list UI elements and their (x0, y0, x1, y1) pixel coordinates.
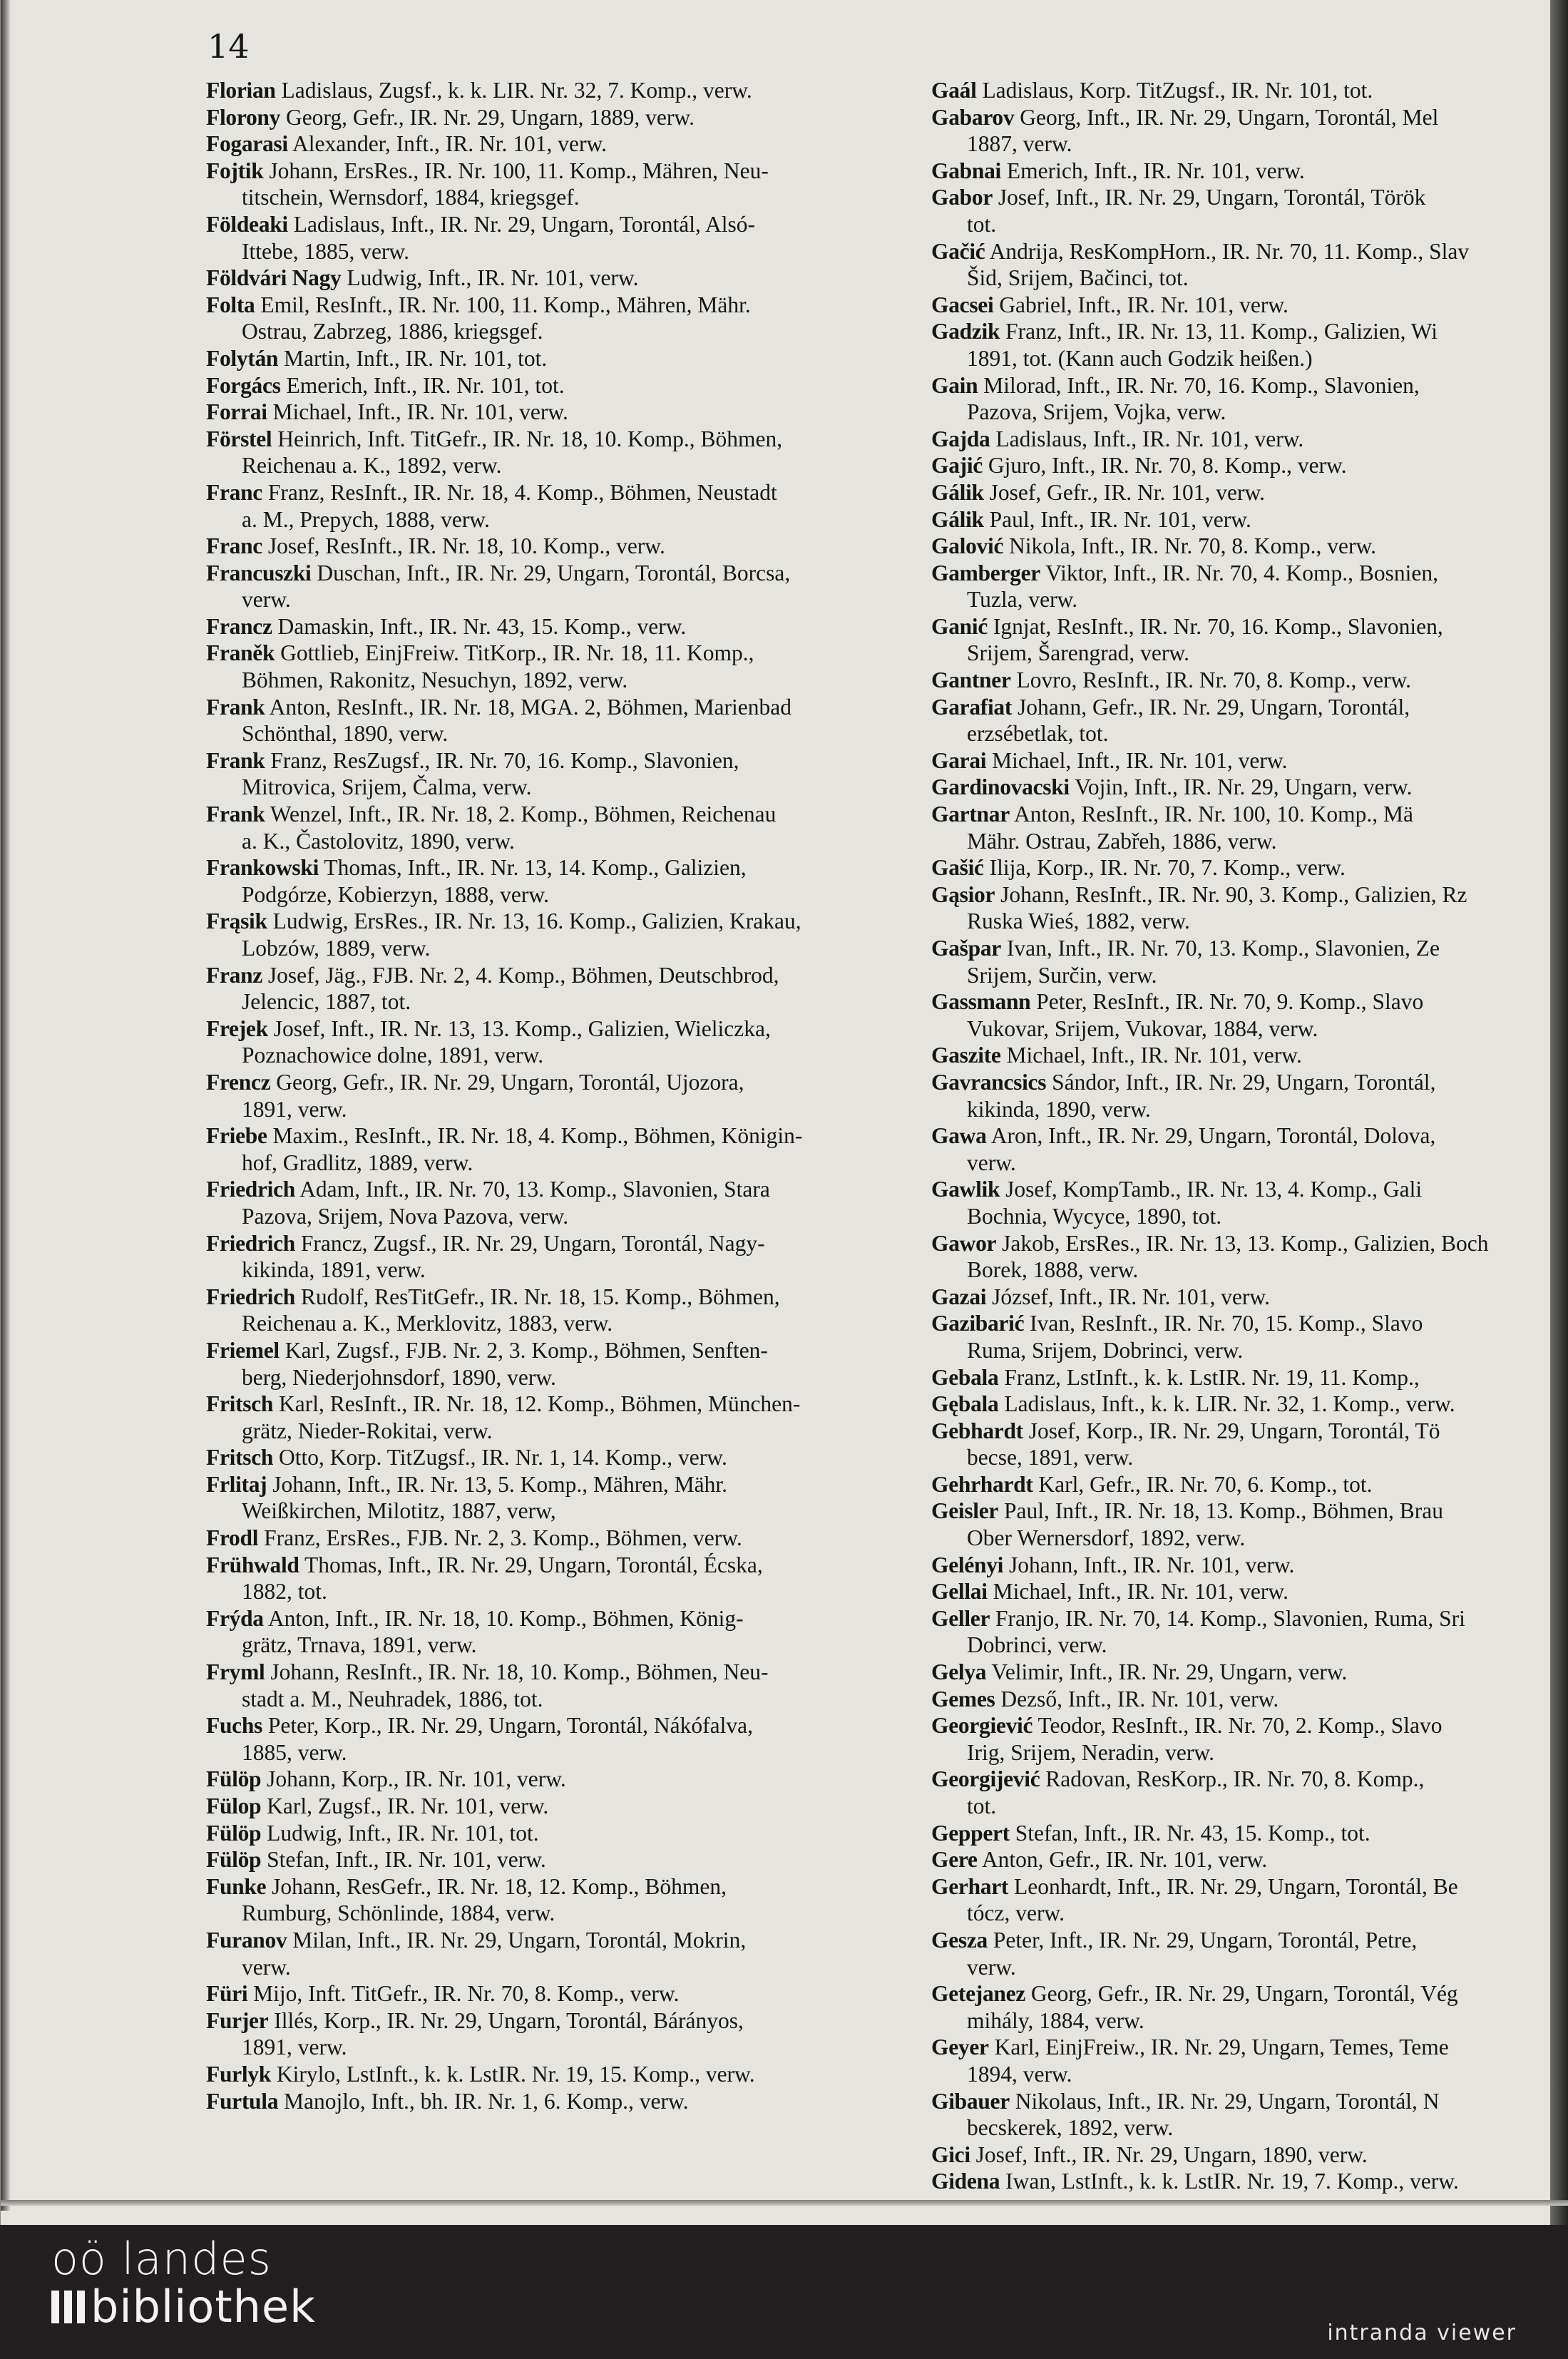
register-entry (206, 2007, 898, 2061)
register-entry (931, 854, 1552, 881)
entry-first-line: Földvári Nagy Ludwig, Inft., IR. Nr. 101, verw. (206, 265, 639, 291)
entry-first-line: Fritsch Karl, ResInft., IR. Nr. 18, 12. Komp., Böhmen, München- (206, 1391, 801, 1417)
register-entry (206, 104, 898, 131)
entry-first-line: Gálik Paul, Inft., IR. Nr. 101, verw. (931, 506, 1251, 532)
entry-first-line: Furjer Illés, Korp., IR. Nr. 29, Ungarn, Torontál, Bárányos, (206, 2007, 744, 2033)
entry-first-line: Frencz Georg, Gefr., IR. Nr. 29, Ungarn, Torontál, Ujozora, (206, 1069, 744, 1095)
entry-first-line: Gardinovacski Vojin, Inft., IR. Nr. 29, Ungarn, verw. (931, 774, 1413, 800)
page-left-shadow (1, 0, 11, 2211)
entry-first-line: Gabor Josef, Inft., IR. Nr. 29, Ungarn, Torontál, Török (931, 185, 1426, 210)
entry-first-line: Gazai József, Inft., IR. Nr. 101, verw. (931, 1284, 1270, 1309)
register-entry (206, 1846, 898, 1873)
entry-first-line: Geppert Stefan, Inft., IR. Nr. 43, 15. Komp., tot. (931, 1820, 1370, 1846)
entry-first-line: Fülöp Ludwig, Inft., IR. Nr. 101, tot. (206, 1820, 539, 1846)
entry-continuation-line: 1891, tot. (Kann auch Godzik heißen.) (967, 345, 1313, 371)
entry-first-line: Gibauer Nikolaus, Inft., IR. Nr. 29, Ungarn, Torontál, N (931, 2088, 1440, 2114)
register-entry (931, 2141, 1552, 2169)
entry-first-line: Funke Johann, ResGefr., IR. Nr. 18, 12. Komp., Böhmen, (206, 1873, 727, 1899)
entry-first-line: Gehrhardt Karl, Gefr., IR. Nr. 70, 6. Komp., tot. (931, 1471, 1373, 1497)
entry-first-line: Galović Nikola, Inft., IR. Nr. 70, 8. Komp., verw. (931, 533, 1377, 559)
entry-continuation-line: Schönthal, 1890, verw. (242, 721, 449, 747)
entry-first-line: Geisler Paul, Inft., IR. Nr. 18, 13. Komp., Böhmen, Brau (931, 1498, 1443, 1524)
entry-continuation-line: Lobzów, 1889, verw. (242, 936, 431, 961)
register-entry (206, 1176, 898, 1229)
entry-continuation-line: Srijem, Surčin, verw. (967, 962, 1157, 988)
register-entry (931, 452, 1552, 479)
viewer-label: intranda viewer (1327, 2320, 1517, 2345)
entry-continuation-line: 1891, verw. (242, 2035, 347, 2060)
register-entry (931, 2168, 1552, 2195)
entry-continuation-line: verw. (967, 1954, 1016, 1980)
entry-first-line: Gacsei Gabriel, Inft., IR. Nr. 101, verw. (931, 292, 1288, 317)
entry-continuation-line: mihály, 1884, verw. (967, 2007, 1144, 2033)
register-entry (206, 1712, 898, 1766)
entry-continuation-line: tot. (967, 211, 997, 237)
register-entry (931, 1122, 1552, 1176)
entry-continuation-line: Ostrau, Zabrzeg, 1886, kriegsgef. (242, 319, 543, 344)
entry-first-line: Gálik Josef, Gefr., IR. Nr. 101, verw. (931, 479, 1266, 505)
register-entry (931, 426, 1552, 453)
entry-first-line: Furanov Milan, Inft., IR. Nr. 29, Ungarn, Torontál, Mokrin, (206, 1927, 747, 1953)
entry-first-line: Gain Milorad, Inft., IR. Nr. 70, 16. Komp., Slavonien, (931, 372, 1420, 398)
register-entry (931, 988, 1552, 1042)
register-entry (206, 265, 898, 292)
entry-first-line: Gajda Ladislaus, Inft., IR. Nr. 101, verw. (931, 426, 1304, 451)
entry-first-line: Fülöp Johann, Korp., IR. Nr. 101, verw. (206, 1766, 566, 1792)
register-entry (931, 77, 1552, 104)
entry-first-line: Földeaki Ladislaus, Inft., IR. Nr. 29, Ungarn, Torontál, Alsó- (206, 211, 756, 237)
entry-first-line: Francuszki Duschan, Inft., IR. Nr. 29, Ungarn, Torontál, Borcsa, (206, 560, 791, 585)
register-entry (931, 694, 1552, 747)
entry-continuation-line: verw. (242, 1954, 291, 1980)
register-entry (931, 1498, 1552, 1551)
right-column (931, 77, 1552, 2195)
entry-continuation-line: tócz, verw. (967, 1900, 1065, 1926)
entry-continuation-line: becse, 1891, verw. (967, 1445, 1134, 1470)
entry-continuation-line: Rumburg, Schönlinde, 1884, verw. (242, 1900, 555, 1926)
entry-continuation-line: Ruska Wieś, 1882, verw. (967, 909, 1190, 934)
entry-continuation-line: Poznachowice dolne, 1891, verw. (242, 1043, 544, 1068)
register-entry (931, 158, 1552, 185)
register-entry (931, 1471, 1552, 1498)
register-entry (206, 1391, 898, 1444)
register-entry (931, 1042, 1552, 1069)
entry-first-line: Frühwald Thomas, Inft., IR. Nr. 29, Ungarn, Torontál, Écska, (206, 1552, 763, 1577)
entry-first-line: Friedrich Adam, Inft., IR. Nr. 70, 13. Komp., Slavonien, Stara (206, 1177, 770, 1202)
entry-first-line: Franc Franz, ResInft., IR. Nr. 18, 4. Komp., Böhmen, Neustadt (206, 479, 777, 505)
register-entry (931, 1927, 1552, 1980)
register-entry (206, 2061, 898, 2088)
entry-continuation-line: Mähr. Ostrau, Zabřeh, 1886, verw. (967, 828, 1277, 854)
entry-continuation-line: 1885, verw. (242, 1739, 347, 1765)
entry-first-line: Florony Georg, Gefr., IR. Nr. 29, Ungarn, 1889, verw. (206, 104, 695, 130)
entry-continuation-line: hof, Gradlitz, 1889, verw. (242, 1150, 473, 1175)
entry-continuation-line: Vukovar, Srijem, Vukovar, 1884, verw. (967, 1015, 1318, 1041)
entry-first-line: Gellai Michael, Inft., IR. Nr. 101, verw. (931, 1579, 1288, 1605)
entry-continuation-line: Šid, Srijem, Bačinci, tot. (967, 265, 1189, 291)
entry-first-line: Gantner Lovro, ResInft., IR. Nr. 70, 8. Komp., verw. (931, 667, 1412, 693)
register-entry (206, 1552, 898, 1605)
entry-first-line: Gartnar Anton, ResInft., IR. Nr. 100, 10. Komp., Mä (931, 802, 1413, 827)
entry-first-line: Frank Wenzel, Inft., IR. Nr. 18, 2. Komp., Böhmen, Reichenau (206, 802, 777, 827)
logo-bars-icon (51, 2291, 85, 2323)
entry-first-line: Friedrich Francz, Zugsf., IR. Nr. 29, Ungarn, Torontál, Nagy- (206, 1230, 765, 1256)
entry-continuation-line: Reichenau a. K., 1892, verw. (242, 453, 502, 479)
entry-first-line: Franěk Gottlieb, EinjFreiw. TitKorp., IR. Nr. 18, 11. Komp., (206, 640, 754, 666)
register-entry (931, 613, 1552, 667)
entry-first-line: Frodl Franz, ErsRes., FJB. Nr. 2, 3. Komp., Böhmen, verw. (206, 1525, 742, 1551)
entry-first-line: Frąsik Ludwig, ErsRes., IR. Nr. 13, 16. Komp., Galizien, Krakau, (206, 909, 801, 934)
register-entry (206, 1659, 898, 1712)
entry-first-line: Förstel Heinrich, Inft. TitGefr., IR. Nr. 18, 10. Komp., Böhmen, (206, 426, 783, 451)
register-entry (206, 1766, 898, 1793)
register-entry (206, 2088, 898, 2115)
entry-continuation-line: Ober Wernersdorf, 1892, verw. (967, 1525, 1246, 1551)
entry-first-line: Franz Josef, Jäg., FJB. Nr. 2, 4. Komp., Böhmen, Deutschbrod, (206, 962, 779, 988)
logo-text-line2: bibliothek (91, 2281, 316, 2333)
entry-first-line: Friedrich Rudolf, ResTitGefr., IR. Nr. 18, 15. Komp., Böhmen, (206, 1284, 780, 1309)
entry-first-line: Garafiat Johann, Gefr., IR. Nr. 29, Ungarn, Torontál, (931, 694, 1410, 720)
entry-continuation-line: 1891, verw. (242, 1096, 347, 1122)
register-entry (931, 1659, 1552, 1686)
register-entry (206, 426, 898, 479)
entry-first-line: Garai Michael, Inft., IR. Nr. 101, verw. (931, 747, 1288, 773)
entry-first-line: Füri Mijo, Inft. TitGefr., IR. Nr. 70, 8. Komp., verw. (206, 1981, 680, 2007)
register-entry (206, 292, 898, 345)
entry-continuation-line: a. M., Prepych, 1888, verw. (242, 506, 490, 532)
entry-continuation-line: a. K., Častolovitz, 1890, verw. (242, 828, 515, 854)
entry-first-line: Gazibarić Ivan, ResInft., IR. Nr. 70, 15. Komp., Slavo (931, 1311, 1423, 1336)
register-entry (931, 1230, 1552, 1284)
entry-first-line: Fülop Karl, Zugsf., IR. Nr. 101, verw. (206, 1793, 549, 1818)
register-entry (931, 372, 1552, 426)
entry-first-line: Gaszite Michael, Inft., IR. Nr. 101, verw. (931, 1043, 1302, 1068)
entry-continuation-line: Jelencic, 1887, tot. (242, 989, 411, 1015)
register-entry (206, 1927, 898, 1980)
entry-continuation-line: erzsébetlak, tot. (967, 721, 1109, 747)
entry-first-line: Fülöp Stefan, Inft., IR. Nr. 101, verw. (206, 1847, 546, 1873)
entry-first-line: Gaál Ladislaus, Korp. TitZugsf., IR. Nr. 101, tot. (931, 78, 1373, 103)
entry-first-line: Georgijević Radovan, ResKorp., IR. Nr. 70, 8. Komp., (931, 1766, 1425, 1792)
entry-first-line: Ganić Ignjat, ResInft., IR. Nr. 70, 16. Komp., Slavonien, (931, 613, 1443, 639)
register-entry (206, 158, 898, 211)
register-entry (931, 1310, 1552, 1363)
entry-first-line: Gici Josef, Inft., IR. Nr. 29, Ungarn, 1890, verw. (931, 2141, 1368, 2167)
entry-first-line: Gassmann Peter, ResInft., IR. Nr. 70, 9. Komp., Slavo (931, 989, 1424, 1015)
entry-first-line: Gašpar Ivan, Inft., IR. Nr. 70, 13. Komp., Slavonien, Ze (931, 936, 1440, 961)
entry-continuation-line: berg, Niederjohnsdorf, 1890, verw. (242, 1364, 556, 1390)
register-entry (206, 1230, 898, 1284)
register-entry (206, 1471, 898, 1525)
entry-continuation-line: kikinda, 1890, verw. (967, 1096, 1151, 1122)
entry-first-line: Forrai Michael, Inft., IR. Nr. 101, verw. (206, 399, 568, 425)
register-entry (206, 908, 898, 961)
entry-first-line: Frejek Josef, Inft., IR. Nr. 13, 13. Komp., Galizien, Wieliczka, (206, 1015, 771, 1041)
register-entry (931, 1846, 1552, 1873)
entry-first-line: Geyer Karl, EinjFreiw., IR. Nr. 29, Ungarn, Temes, Teme (931, 2035, 1449, 2060)
register-entry (931, 881, 1552, 935)
entry-first-line: Georgiević Teodor, ResInft., IR. Nr. 70, 2. Komp., Slavo (931, 1713, 1443, 1739)
register-entry (931, 2088, 1552, 2141)
entry-first-line: Gesza Peter, Inft., IR. Nr. 29, Ungarn, Torontál, Petre, (931, 1927, 1418, 1953)
register-entry (931, 801, 1552, 854)
entry-first-line: Gadzik Franz, Inft., IR. Nr. 13, 11. Komp., Galizien, Wi (931, 319, 1438, 344)
entry-continuation-line: verw. (967, 1150, 1016, 1175)
entry-first-line: Fojtik Johann, ErsRes., IR. Nr. 100, 11. Komp., Mähren, Neu- (206, 158, 769, 183)
entry-first-line: Forgács Emerich, Inft., IR. Nr. 101, tot. (206, 372, 565, 398)
register-entry (206, 1122, 898, 1176)
entry-first-line: Frýda Anton, Inft., IR. Nr. 18, 10. Komp., Böhmen, König- (206, 1605, 744, 1631)
register-entry (206, 1337, 898, 1391)
entry-first-line: Gamberger Viktor, Inft., IR. Nr. 70, 4. Komp., Bosnien, (931, 560, 1439, 585)
entry-first-line: Gabnai Emerich, Inft., IR. Nr. 101, verw. (931, 158, 1305, 183)
entry-first-line: Fryml Johann, ResInft., IR. Nr. 18, 10. Komp., Böhmen, Neu- (206, 1659, 769, 1685)
register-entry (931, 774, 1552, 801)
entry-continuation-line: Dobrinci, verw. (967, 1632, 1107, 1658)
register-entry (931, 1069, 1552, 1122)
entry-first-line: Gačić Andrija, ResKompHorn., IR. Nr. 70, 11. Komp., Slav (931, 238, 1470, 264)
entry-first-line: Gašić Ilija, Korp., IR. Nr. 70, 7. Komp., verw. (931, 855, 1346, 881)
register-entry (931, 1820, 1552, 1847)
entry-first-line: Gajić Gjuro, Inft., IR. Nr. 70, 8. Komp., verw. (931, 453, 1347, 479)
entry-first-line: Furlyk Kirylo, LstInft., k. k. LstIR. Nr. 19, 15. Komp., verw. (206, 2061, 755, 2087)
entry-first-line: Friebe Maxim., ResInft., IR. Nr. 18, 4. Komp., Böhmen, Königin- (206, 1123, 803, 1149)
entry-first-line: Fuchs Peter, Korp., IR. Nr. 29, Ungarn, Torontál, Nákófalva, (206, 1713, 753, 1739)
register-entry (931, 318, 1552, 372)
entry-first-line: Folta Emil, ResInft., IR. Nr. 100, 11. Komp., Mähren, Mähr. (206, 292, 751, 317)
register-entry (931, 184, 1552, 237)
logo-text-line1: oö landes (51, 2233, 272, 2285)
register-entry (931, 667, 1552, 694)
register-entry (206, 1820, 898, 1847)
entry-first-line: Gawa Aron, Inft., IR. Nr. 29, Ungarn, Torontál, Dolova, (931, 1123, 1436, 1149)
entry-first-line: Gebala Franz, LstInft., k. k. LstIR. Nr. 19, 11. Komp., (931, 1364, 1420, 1390)
register-entry (206, 613, 898, 640)
entry-continuation-line: Reichenau a. K., Merklovitz, 1883, verw. (242, 1311, 613, 1336)
register-entry (931, 1605, 1552, 1659)
register-entry (931, 1766, 1552, 1819)
register-entry (931, 560, 1552, 613)
entry-first-line: Gere Anton, Gefr., IR. Nr. 101, verw. (931, 1847, 1268, 1873)
register-entry (931, 2034, 1552, 2087)
register-entry (931, 479, 1552, 506)
entry-first-line: Gabarov Georg, Inft., IR. Nr. 29, Ungarn, Torontál, Mel (931, 104, 1439, 130)
register-entry (206, 345, 898, 372)
register-entry (931, 1552, 1552, 1579)
entry-first-line: Frank Anton, ResInft., IR. Nr. 18, MGA. 2, Böhmen, Marienbad (206, 694, 791, 720)
entry-continuation-line: 1882, tot. (242, 1579, 327, 1605)
register-entry (931, 1578, 1552, 1605)
register-entry (931, 1712, 1552, 1766)
page-bottom-edge (1, 2200, 1568, 2206)
register-entry (931, 292, 1552, 319)
entry-first-line: Fogarasi Alexander, Inft., IR. Nr. 101, verw. (206, 131, 608, 157)
entry-continuation-line: Pazova, Srijem, Nova Pazova, verw. (242, 1203, 569, 1229)
entry-first-line: Gelya Velimir, Inft., IR. Nr. 29, Ungarn, verw. (931, 1659, 1348, 1685)
entry-continuation-line: grätz, Trnava, 1891, verw. (242, 1632, 477, 1658)
register-entry (206, 479, 898, 533)
register-entry (206, 1444, 898, 1471)
register-entry (931, 1418, 1552, 1471)
register-entry (206, 131, 898, 158)
register-entry (206, 372, 898, 399)
entry-continuation-line: kikinda, 1891, verw. (242, 1257, 426, 1283)
entry-continuation-line: 1894, verw. (967, 2061, 1072, 2087)
entry-continuation-line: becskerek, 1892, verw. (967, 2115, 1174, 2141)
entry-first-line: Gidena Iwan, LstInft., k. k. LstIR. Nr. 19, 7. Komp., verw. (931, 2169, 1459, 2194)
entry-continuation-line: verw. (242, 587, 291, 613)
register-entry (931, 1391, 1552, 1418)
entry-first-line: Gemes Dezső, Inft., IR. Nr. 101, verw. (931, 1686, 1279, 1711)
entry-continuation-line: grätz, Nieder-Rokitai, verw. (242, 1418, 493, 1443)
logo-text-line2-wrap (51, 2282, 316, 2332)
register-entry (931, 533, 1552, 560)
entry-first-line: Furtula Manojlo, Inft., bh. IR. Nr. 1, 6. Komp., verw. (206, 2088, 689, 2114)
entry-first-line: Frank Franz, ResZugsf., IR. Nr. 70, 16. Komp., Slavonien, (206, 747, 739, 773)
register-entry (931, 1176, 1552, 1229)
register-entry (206, 801, 898, 854)
page-number: 14 (207, 27, 250, 66)
register-entry (206, 1015, 898, 1069)
entry-first-line: Gębala Ladislaus, Inft., k. k. LIR. Nr. 32, 1. Komp., verw. (931, 1391, 1455, 1417)
register-entry (931, 1686, 1552, 1713)
library-logo[interactable] (51, 2233, 316, 2333)
register-entry (206, 211, 898, 265)
register-entry (206, 1980, 898, 2007)
entry-first-line: Getejanez Georg, Gefr., IR. Nr. 29, Ungarn, Torontál, Vég (931, 1981, 1458, 2007)
register-entry (931, 506, 1552, 533)
entry-first-line: Folytán Martin, Inft., IR. Nr. 101, tot. (206, 345, 548, 371)
entry-first-line: Franc Josef, ResInft., IR. Nr. 18, 10. Komp., verw. (206, 533, 665, 559)
register-entry (206, 560, 898, 613)
register-entry (206, 1069, 898, 1122)
register-entry (931, 104, 1552, 158)
entry-continuation-line: tot. (967, 1793, 997, 1818)
register-entry (206, 1793, 898, 1820)
register-entry (206, 747, 898, 801)
register-entry (206, 962, 898, 1015)
register-entry (931, 238, 1552, 292)
entry-continuation-line: Mitrovica, Srijem, Čalma, verw. (242, 774, 532, 800)
entry-continuation-line: Tuzla, verw. (967, 587, 1078, 613)
entry-first-line: Florian Ladislaus, Zugsf., k. k. LIR. Nr. 32, 7. Komp., verw. (206, 78, 752, 103)
entry-continuation-line: stadt a. M., Neuhradek, 1886, tot. (242, 1686, 543, 1711)
entry-continuation-line: Srijem, Šarengrad, verw. (967, 640, 1189, 666)
entry-first-line: Gerhart Leonhardt, Inft., IR. Nr. 29, Ungarn, Torontál, Be (931, 1873, 1458, 1899)
entry-continuation-line: Podgórze, Kobierzyn, 1888, verw. (242, 881, 549, 907)
entry-continuation-line: Böhmen, Rakonitz, Nesuchyn, 1892, verw. (242, 667, 628, 693)
register-entry (206, 1873, 898, 1927)
register-entry (931, 1980, 1552, 2034)
register-entry (206, 1525, 898, 1552)
entry-first-line: Fritsch Otto, Korp. TitZugsf., IR. Nr. 1, 14. Komp., verw. (206, 1445, 727, 1470)
register-entry (206, 1284, 898, 1337)
entry-continuation-line: titschein, Wernsdorf, 1884, kriegsgef. (242, 185, 580, 210)
register-entry (206, 1605, 898, 1659)
entry-continuation-line: 1887, verw. (967, 131, 1072, 157)
entry-continuation-line: Irig, Srijem, Neradin, verw. (967, 1739, 1214, 1765)
entry-first-line: Geller Franjo, IR. Nr. 70, 14. Komp., Slavonien, Ruma, Sri (931, 1605, 1465, 1631)
entry-first-line: Gebhardt Josef, Korp., IR. Nr. 29, Ungarn, Torontál, Tö (931, 1418, 1440, 1443)
entry-continuation-line: Pazova, Srijem, Vojka, verw. (967, 399, 1226, 425)
entry-continuation-line: Weißkirchen, Milotitz, 1887, verw, (242, 1498, 556, 1524)
register-entry (206, 399, 898, 426)
register-entry (931, 1284, 1552, 1311)
register-entry (206, 77, 898, 104)
page-right-edge (1550, 0, 1568, 2225)
entry-first-line: Gelényi Johann, Inft., IR. Nr. 101, verw. (931, 1552, 1295, 1577)
entry-first-line: Frlitaj Johann, Inft., IR. Nr. 13, 5. Komp., Mähren, Mähr. (206, 1471, 728, 1497)
entry-first-line: Gawor Jakob, ErsRes., IR. Nr. 13, 13. Komp., Galizien, Boch (931, 1230, 1489, 1256)
register-entry (931, 1364, 1552, 1391)
register-entry (931, 1873, 1552, 1927)
register-entry (206, 533, 898, 560)
entry-first-line: Francz Damaskin, Inft., IR. Nr. 43, 15. Komp., verw. (206, 613, 687, 639)
register-entry (206, 640, 898, 693)
entry-first-line: Friemel Karl, Zugsf., FJB. Nr. 2, 3. Komp., Böhmen, Senften- (206, 1337, 768, 1363)
entry-first-line: Gawlik Josef, KompTamb., IR. Nr. 13, 4. Komp., Gali (931, 1177, 1423, 1202)
left-column (206, 77, 898, 2114)
entry-first-line: Gąsior Johann, ResInft., IR. Nr. 90, 3. Komp., Galizien, Rz (931, 881, 1467, 907)
entry-first-line: Frankowski Thomas, Inft., IR. Nr. 13, 14. Komp., Galizien, (206, 855, 747, 881)
entry-continuation-line: Ruma, Srijem, Dobrinci, verw. (967, 1337, 1244, 1363)
register-entry (206, 854, 898, 908)
entry-continuation-line: Ittebe, 1885, verw. (242, 238, 410, 264)
entry-continuation-line: Borek, 1888, verw. (967, 1257, 1139, 1283)
entry-continuation-line: Bochnia, Wycyce, 1890, tot. (967, 1203, 1222, 1229)
register-entry (206, 694, 898, 747)
entry-first-line: Gavrancsics Sándor, Inft., IR. Nr. 29, Ungarn, Torontál, (931, 1069, 1436, 1095)
register-entry (931, 747, 1552, 774)
register-entry (931, 935, 1552, 988)
